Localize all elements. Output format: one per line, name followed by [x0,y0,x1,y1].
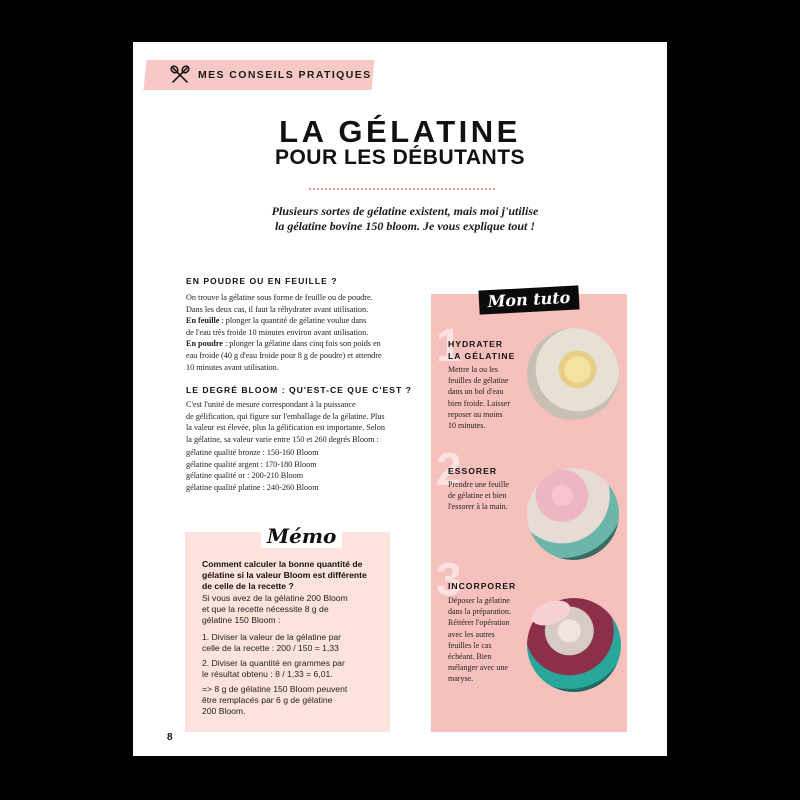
body-line: 10 minutes avant utilisation. [186,362,279,372]
bold-label: En feuille [186,316,220,326]
body-line: C'est l'unité de mesure correspondant à la puissance [186,400,356,409]
body-line: En poudre : plonger la gélatine dans cinq fois son poids en [186,339,381,349]
section-heading-bloom: LE DEGRÉ BLOOM : QU'EST-CE QUE C'EST ? [186,385,412,395]
body-line: la valeur est élevée, plus la gélification est importante. Selon [186,423,385,433]
memo-title: Mémo [261,524,342,548]
photo-gelatin-soaking [527,328,619,420]
body-line: On trouve la gélatine sous forme de feuille ou de poudre. [186,293,373,302]
intro-text [245,204,565,234]
tuto-tag: Mon tuto [478,285,579,314]
step-title: HYDRATER LA GÉLATINE [448,339,516,361]
bloom-grade-list [186,447,424,493]
body-line: eau froide (40 g d'eau froide pour 8 g de poudre) et attendre [186,350,382,360]
step-text: Déposer la gélatine dans la préparation. Réitérer l'opération avec les autres feuilles le cas échéant. Bien mélanger avec une maryse. [448,596,511,684]
bloom-grade: gélatine qualité or : 200-210 Bloom [186,471,304,481]
section-body-format [186,292,424,373]
step-number: 3 [436,553,462,605]
body-line: En feuille : plonger la quantité de gélatine voulue dans [186,316,367,326]
body-line: de l'eau très froide 10 minutes environ avant utilisation. [186,327,369,337]
intro-line: la gélatine bovine 150 bloom. Je vous explique tout ! [275,219,535,233]
memo-step-2: 2. Diviser la quantité en grammes par le résultat obtenu : 8 / 1,33 = 6,01. [202,658,345,679]
memo-step-1: 1. Diviser la valeur de la gélatine par celle de la recette : 200 / 150 = 1,33 [202,632,342,653]
page-subtitle: POUR LES DÉBUTANTS [274,146,526,169]
magazine-page [133,42,667,756]
step-number: 2 [436,443,462,495]
step-text: Prendre une feuille de gélatine et bien l'essorer à la main. [448,480,509,512]
page-title: LA GÉLATINE [279,114,521,149]
dotted-divider [309,188,495,190]
bloom-grade: gélatine qualité platine : 240-260 Bloom [186,482,319,492]
kicker-label: MES CONSEILS PRATIQUES [198,69,372,81]
body-line: de gélification, qui figure sur l'emballage de la gélatine. Plus [186,411,385,421]
page-number: 8 [167,732,173,743]
section-body-bloom [186,399,424,445]
memo-conclusion: => 8 g de gélatine 150 Bloom peuvent être remplacés par 6 g de gélatine 200 Bloom. [202,684,348,716]
bloom-grade: gélatine qualité argent : 170-180 Bloom [186,459,317,469]
photo-gelatin-squeezing [527,468,619,560]
crossed-whisks-icon [169,64,191,86]
bloom-grade: gélatine qualité bronze : 150-160 Bloom [186,448,319,457]
step-title: INCORPORER [448,581,517,591]
bold-label: En poudre [186,339,223,349]
body-line: la gélatine, sa valeur varie entre 150 et 260 degrés Bloom : [186,434,379,444]
body-line: Dans les deux cas, il faut la réhydrater avant utilisation. [186,304,369,314]
intro-line: Plusieurs sortes de gélatine existent, mais moi j'utilise [271,204,539,218]
memo-question: Comment calculer la bonne quantité de gélatine si la valeur Bloom est différente de celle de la recette ? [202,559,367,591]
memo-intro: Si vous avez de la gélatine 200 Bloom et que la recette nécessite 8 g de gélatine 150 Bloom : [202,593,348,625]
step-title: ESSORER [448,466,498,476]
step-text: Mettre la ou les feuilles de gélatine dans un bol d'eau bien froide. Laisser reposer au moins 10 minutes. [448,365,510,431]
step-number: 1 [436,319,462,371]
section-heading-format: EN POUDRE OU EN FEUILLE ? [186,276,338,286]
